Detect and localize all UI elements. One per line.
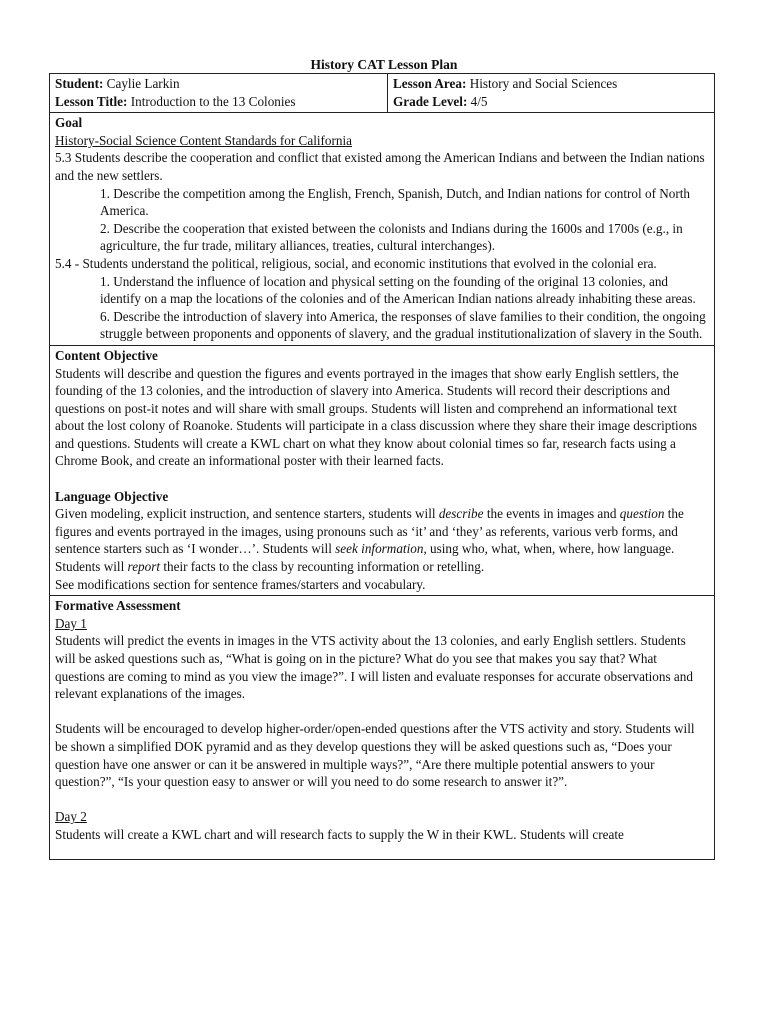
- lo-em-question: question: [619, 506, 665, 522]
- lesson-title-value: Introduction to the 13 Colonies: [127, 93, 296, 109]
- student-value: Caylie Larkin: [103, 76, 180, 91]
- spacer: [55, 703, 709, 721]
- objectives-cell: [50, 345, 715, 595]
- lo-em-report: report: [127, 559, 161, 575]
- student-label: Student:: [55, 76, 104, 91]
- standard-5-3: 5.3 Students describe the cooperation and conflict that existed among the American Indians and between the Indian nations and the new settlers.: [55, 150, 705, 183]
- content-objective-text: Students will describe and question the figures and events portrayed in the images that show early English settlers, the founding of the 13 colonies, and the introduction of slavery into America. Students will record their descriptions and questions on post-it notes and will share with small groups. Students will listen and comprehend an informational text about the lost colony of Roanoke. Students will participate in a class discussion where they share their image descriptions and questions. Students will create a KWL chart on what they know about colonial times so far, research facts using a Chrome Book, and create an informational poster with their learned facts.: [55, 365, 698, 469]
- grade-level-line: [393, 93, 709, 111]
- day-1-text-2: Students will be encouraged to develop higher-order/open-ended questions after the VTS activity and story. Students will be shown a simplified DOK pyramid and as they develop questions they will be asked questions such as, “Does your question have one answer or can it be answered in multiple ways?”, “Are there multiple potential answers to your question?”, “Is your question easy to answer or will you need to do some research to answer it?”.: [55, 721, 695, 790]
- spacer: [55, 791, 709, 809]
- formative-assessment-cell: [50, 596, 715, 860]
- lo-text-1: Given modeling, explicit instruction, and sentence starters, students will: [55, 506, 439, 522]
- lo-text-4: , using who, what, when, where, how language. Students will: [55, 541, 675, 575]
- day-1-label: Day 1: [55, 615, 87, 631]
- goal-row: [50, 113, 715, 346]
- standard-5-4: 5.4 - Students understand the political, religious, social, and economic institutions that evolved in the colonial era.: [55, 255, 657, 271]
- content-objective-heading: Content Objective: [55, 347, 158, 363]
- objectives-row: [50, 345, 715, 595]
- grade-level-label: Grade Level:: [393, 93, 468, 109]
- goal-cell: [50, 113, 715, 346]
- header-row: [50, 74, 715, 113]
- page-title: History CAT Lesson Plan: [310, 57, 458, 72]
- lesson-plan-table: [49, 73, 715, 860]
- lesson-area-value: History and Social Sciences: [466, 76, 618, 91]
- day-2-text: Students will create a KWL chart and will research facts to supply the W in their KWL. Students will create: [55, 826, 624, 842]
- student-line: [55, 75, 382, 93]
- lesson-area-label: Lesson Area:: [393, 76, 467, 91]
- lo-text-5: their facts to the class by recounting information or retelling.: [160, 559, 485, 575]
- goal-heading: Goal: [55, 115, 83, 131]
- language-objective-heading: Language Objective: [55, 488, 169, 504]
- day-1-text: Students will predict the events in images in the VTS activity about the 13 colonies, and early English settlers. Students will be asked questions such as, “What is going on in the picture? What do you see that makes you say that? What questions are coming to mind as you view the image?”. I will listen and evaluate responses for accurate observations and relevant explanations of the images.: [55, 633, 693, 702]
- lo-em-seek-information: seek information: [335, 541, 424, 557]
- lesson-area-line: [393, 75, 709, 93]
- formative-assessment-row: [50, 596, 715, 860]
- language-objective-note: See modifications section for sentence frames/starters and vocabulary.: [55, 576, 426, 592]
- day-2-label: Day 2: [55, 809, 87, 825]
- spacer: [55, 470, 709, 488]
- header-right-cell: [388, 74, 715, 113]
- standard-5-3-item-1: 1. Describe the competition among the English, French, Spanish, Dutch, and Indian nations for control of North America.: [100, 185, 691, 219]
- standard-5-3-item-2: 2. Describe the cooperation that existed between the colonists and Indians during the 1600s and 1700s (e.g., in agriculture, the fur trade, military alliances, treaties, cultural interchanges).: [100, 220, 683, 254]
- lo-em-describe: describe: [438, 506, 484, 522]
- standard-5-4-item-1: 1. Understand the influence of location and physical setting on the founding of the original 13 colonies, and identify on a map the locations of the colonies and of the American Indian nations already inhabiting these areas.: [100, 273, 696, 307]
- formative-assessment-heading: Formative Assessment: [55, 598, 181, 614]
- grade-level-value: 4/5: [467, 93, 488, 109]
- standard-5-4-item-6: 6. Describe the introduction of slavery into America, the responses of slave families to their condition, the ongoing struggle between proponents and opponents of slavery, and the gradual institutionalization of slavery in the South.: [100, 308, 706, 342]
- lo-text-3: the figures and events portrayed in the images, using pronouns such as ‘it’ and ‘they’ as referents, various verb forms, and sentence starters such as ‘I wonder…’. Students will: [55, 506, 684, 557]
- lesson-title-line: [55, 93, 382, 111]
- language-objective-text: [55, 505, 709, 575]
- header-left-cell: [50, 74, 388, 113]
- standards-title: History-Social Science Content Standards for California: [55, 132, 353, 148]
- lo-text-2: the events in images and: [483, 506, 620, 522]
- lesson-title-label: Lesson Title:: [55, 93, 128, 109]
